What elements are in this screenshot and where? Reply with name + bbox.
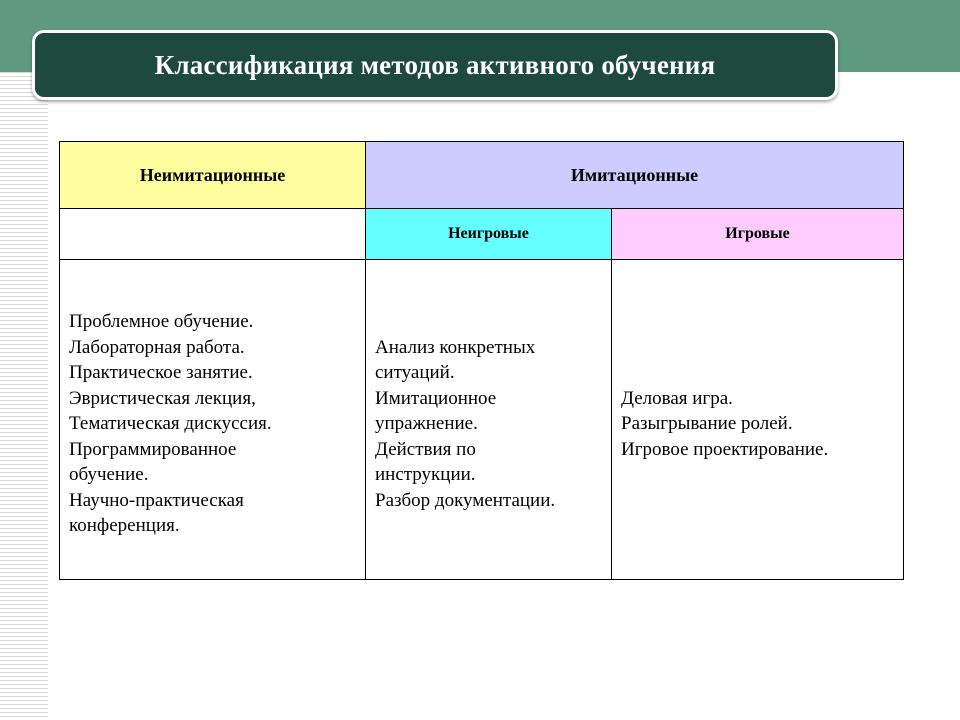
list-item: Практическое занятие. <box>69 362 253 384</box>
cell-game-methods <box>612 260 904 580</box>
list-item: конференция. <box>69 515 180 537</box>
slide-title: Классификация методов активного обучения <box>154 49 716 80</box>
list-item: ситуаций. <box>375 362 455 384</box>
list-item: упражнение. <box>375 413 478 435</box>
header-game: Игровые <box>612 209 904 260</box>
list-item: Имитационное <box>375 387 497 409</box>
header-imitation: Имитационные <box>366 142 904 209</box>
list-item: Игровое проектирование. <box>621 438 829 460</box>
cell-nonimitation-methods <box>60 260 366 580</box>
header-nongame: Неигровые <box>366 209 612 260</box>
list-item: инструкции. <box>375 464 476 486</box>
list-item: Эвристическая лекция, <box>69 387 256 409</box>
list-nonimitation <box>60 300 365 539</box>
list-item: Деловая игра. <box>621 387 733 409</box>
list-item: Программированное <box>69 438 237 460</box>
side-stripe-decoration <box>0 72 48 720</box>
title-box <box>32 30 838 100</box>
list-item: Проблемное обучение. <box>69 311 254 333</box>
list-item: Разыгрывание ролей. <box>621 413 793 435</box>
list-item: Лабораторная работа. <box>69 336 245 358</box>
list-item: Действия по <box>375 438 476 460</box>
list-game <box>612 377 903 463</box>
header-nonimitation: Неимитационные <box>60 142 366 209</box>
list-item: Научно-практическая <box>69 489 244 511</box>
header-empty-cell <box>60 209 366 260</box>
list-nongame <box>366 326 611 514</box>
cell-nongame-methods <box>366 260 612 580</box>
list-item: обучение. <box>69 464 149 486</box>
list-item: Тематическая дискуссия. <box>69 413 272 435</box>
list-item: Разбор документации. <box>375 489 556 511</box>
list-item: Анализ конкретных <box>375 336 536 358</box>
classification-table <box>59 141 904 580</box>
